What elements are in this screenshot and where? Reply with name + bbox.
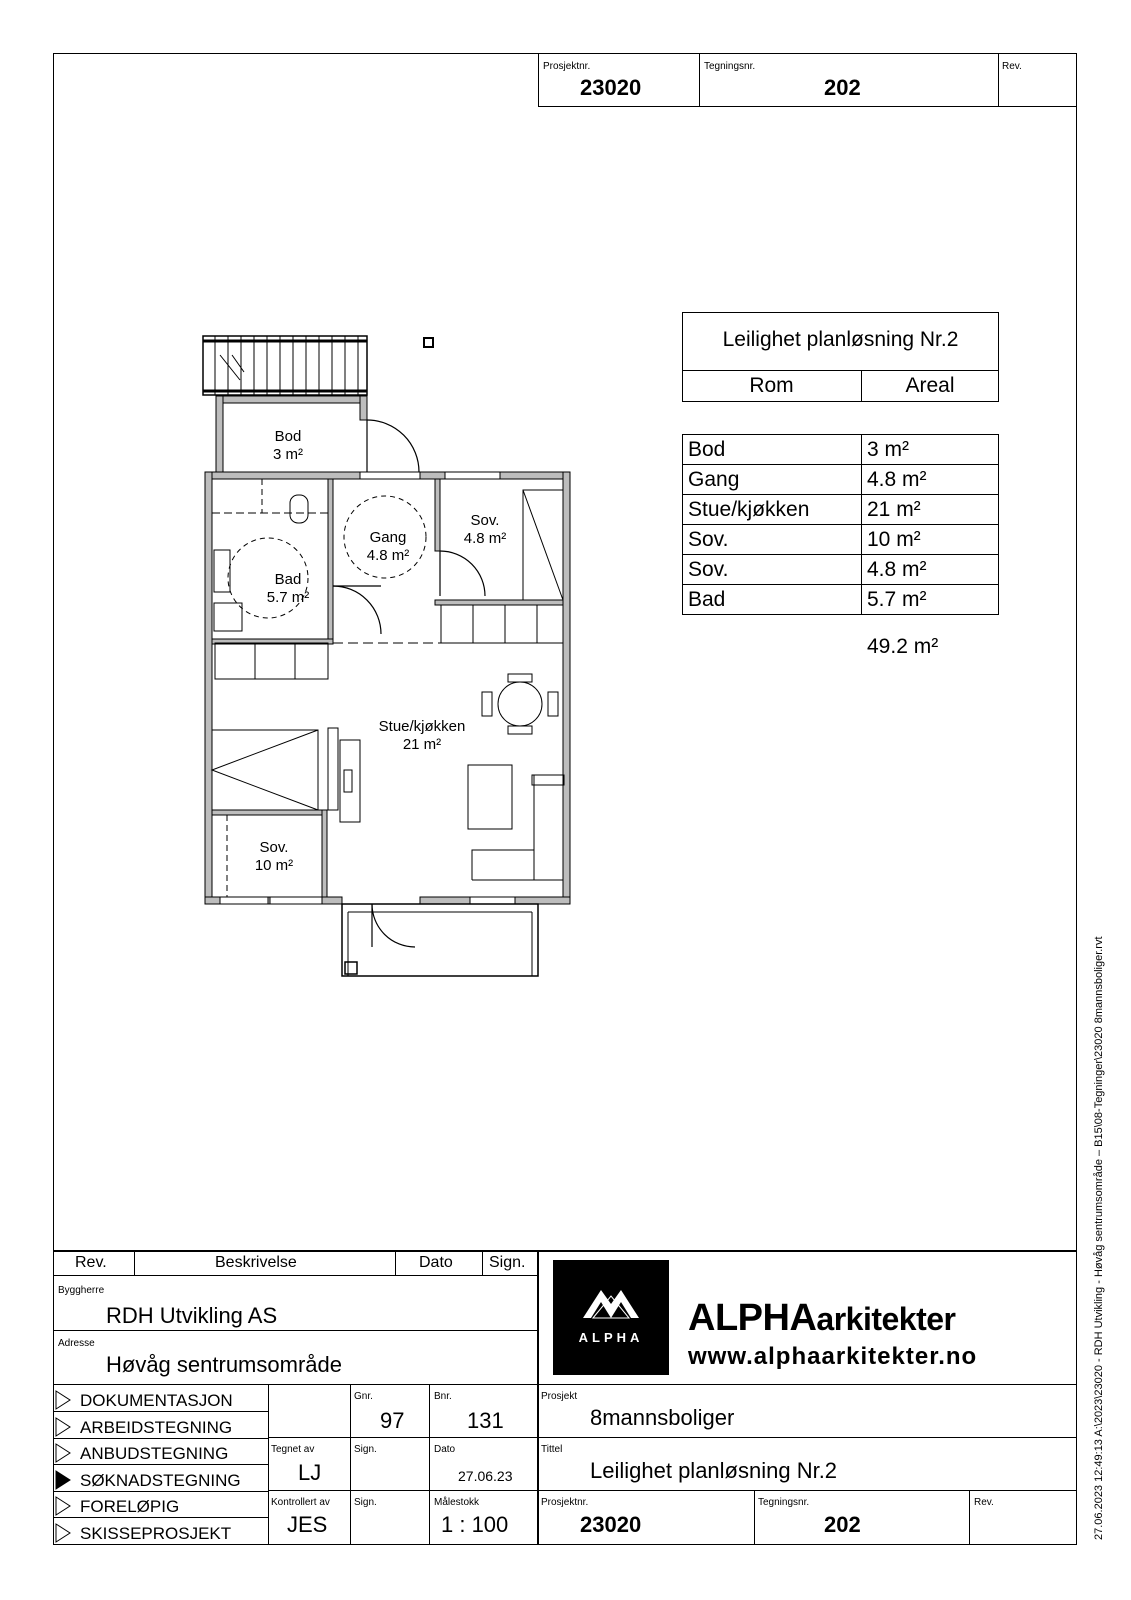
area-cell: 4.8 m²: [862, 465, 999, 495]
room-cell: Sov.: [683, 555, 862, 585]
row-line-1: [268, 1437, 1077, 1438]
adresse-line: [53, 1384, 1077, 1385]
status-label: DOKUMENTASJON: [80, 1391, 233, 1410]
firm-name-bold: ALPHA: [688, 1297, 817, 1339]
sign-col-label: Sign.: [489, 1254, 526, 1271]
area-cell: 10 m²: [862, 525, 999, 555]
header-divider-2: [998, 53, 999, 107]
firm-name-rest: arkitekter: [816, 1301, 956, 1337]
status-divider: [53, 1438, 268, 1439]
status-item: [55, 1414, 267, 1440]
status-label: ARBEIDSTEGNING: [80, 1417, 233, 1437]
firm-name: [688, 1297, 955, 1340]
prosjekt-value: 8mannsboliger: [590, 1405, 735, 1430]
active-marker-icon: [55, 1470, 73, 1490]
prosjekt-label: Prosjekt: [541, 1391, 578, 1402]
bnr-divider: [429, 1384, 430, 1544]
rev-col-label: Rev.: [75, 1254, 107, 1271]
alpha-logo: [553, 1260, 669, 1375]
row-line-2: [268, 1490, 1077, 1491]
status-label: ANBUDSTEGNING: [80, 1444, 229, 1463]
bnr-value: 131: [467, 1408, 504, 1433]
title-block-top-line: [53, 1250, 1077, 1252]
room-sov-small-area: 4.8 m²: [463, 530, 507, 547]
area-cell: 21 m²: [862, 495, 999, 525]
gnr-value: 97: [380, 1408, 405, 1433]
tittel-label: Tittel: [541, 1444, 563, 1455]
room-labels: [255, 428, 506, 874]
room-gang-name: Gang: [369, 529, 407, 546]
room-sov-large-name: Sov.: [259, 839, 289, 856]
doors: [333, 420, 485, 947]
bottom-rev-label: Rev.: [974, 1497, 994, 1508]
alpha-logo-text: ALPHA: [578, 1330, 644, 1345]
status-divider: [53, 1464, 268, 1465]
tittel-value: Leilighet planløsning Nr.2: [590, 1458, 838, 1483]
table-row: [683, 435, 999, 465]
status-item: [55, 1467, 267, 1493]
area-title: Leilighet planløsning Nr.2: [722, 328, 959, 351]
bottom-tegningsnr-label: Tegningsnr.: [758, 1497, 810, 1508]
area-total: 49.2 m²: [867, 635, 939, 658]
status-divider: [53, 1517, 268, 1518]
tegnet-av-label: Tegnet av: [271, 1444, 315, 1455]
dato2-value: 27.06.23: [458, 1468, 513, 1484]
room-sov-small-name: Sov.: [470, 512, 500, 529]
room-bad-area: 5.7 m²: [266, 589, 310, 606]
malestokk-label: Målestokk: [434, 1497, 480, 1508]
railing-north: [203, 336, 367, 395]
file-path-text: 27.06.2023 12:49:13 A:\2023\23020 - RDH Utvikling - Høvåg sentrumsområde – B15\08-Tegninger\23020 8mannsboliger.rvt: [1093, 936, 1105, 1540]
status-item: [55, 1440, 267, 1466]
table-row: [683, 555, 999, 585]
header-tegningsnr-label: Tegningsnr.: [704, 61, 756, 72]
room-gang-area: 4.8 m²: [366, 547, 410, 564]
header-divider-1: [699, 53, 700, 107]
rev-div-1: [134, 1250, 135, 1275]
status-item: [55, 1387, 267, 1413]
status-divider: [53, 1411, 268, 1412]
area-cell: 3 m²: [862, 435, 999, 465]
byggherre-value: RDH Utvikling AS: [106, 1303, 278, 1328]
byggherre-label: Byggherre: [58, 1285, 105, 1296]
firm-url: www.alphaarkitekter.no: [688, 1343, 978, 1370]
room-cell: Bod: [683, 435, 862, 465]
status-marker-icon: [55, 1443, 73, 1463]
rev-row-bottom: [53, 1275, 538, 1276]
sign3-label: Sign.: [354, 1497, 377, 1508]
rev-div-2: [395, 1250, 396, 1275]
header-prosjektnr: 23020: [580, 75, 642, 100]
status-marker-icon: [55, 1417, 73, 1437]
dato2-label: Dato: [434, 1444, 456, 1455]
room-cell: Gang: [683, 465, 862, 495]
kontrollert-av-value: JES: [287, 1512, 328, 1537]
alpha-logo-mark: [553, 1260, 669, 1375]
gnr-label: Gnr.: [354, 1391, 373, 1402]
room-stue-name: Stue/kjøkken: [378, 718, 466, 735]
area-table: [682, 434, 999, 615]
header-prosjektnr-label: Prosjektnr.: [543, 61, 591, 72]
sign2-label: Sign.: [354, 1444, 377, 1455]
bottom-div-2: [969, 1490, 970, 1544]
area-cell: 5.7 m²: [862, 585, 999, 615]
room-cell: Sov.: [683, 525, 862, 555]
status-label: FORELØPIG: [80, 1497, 180, 1516]
bottom-tegningsnr: 202: [824, 1512, 861, 1537]
bottom-div-1: [754, 1490, 755, 1544]
table-row: [683, 495, 999, 525]
col-area-header: Areal: [905, 374, 955, 397]
floor-plan: [195, 330, 580, 980]
malestokk-value: 1 : 100: [441, 1512, 509, 1537]
status-label: SKISSEPROSJEKT: [80, 1523, 232, 1543]
dato-col-label: Dato: [419, 1254, 453, 1271]
rev-div-3: [482, 1250, 483, 1275]
header-tegningsnr: 202: [824, 75, 861, 100]
status-marker-icon: [55, 1523, 73, 1543]
gnr-divider: [350, 1384, 351, 1544]
table-row: [683, 525, 999, 555]
header-rev-label: Rev.: [1002, 61, 1022, 72]
title-block-split: [537, 1250, 539, 1544]
status-item: [55, 1520, 267, 1546]
bnr-label: Bnr.: [434, 1391, 452, 1402]
room-bod-area: 3 m²: [273, 446, 303, 463]
room-sov-large-area: 10 m²: [254, 857, 294, 874]
status-marker-icon: [55, 1390, 73, 1410]
tegnet-av-value: LJ: [298, 1460, 322, 1485]
status-label: SØKNADSTEGNING: [80, 1470, 241, 1490]
area-cell: 4.8 m²: [862, 555, 999, 585]
post-marker: [424, 338, 433, 347]
beskrivelse-col-label: Beskrivelse: [215, 1254, 297, 1271]
room-cell: Stue/kjøkken: [683, 495, 862, 525]
table-row: [683, 585, 999, 615]
adresse-value: Høvåg sentrumsområde: [106, 1352, 342, 1377]
room-bad-name: Bad: [274, 571, 302, 588]
bottom-prosjektnr-label: Prosjektnr.: [541, 1497, 589, 1508]
table-row: [683, 465, 999, 495]
byggherre-line: [53, 1330, 538, 1331]
kontrollert-av-label: Kontrollert av: [271, 1497, 330, 1508]
status-col-divider: [268, 1384, 269, 1544]
col-room-header: Rom: [749, 374, 794, 397]
room-cell: Bad: [683, 585, 862, 615]
status-divider: [53, 1491, 268, 1492]
room-bod-name: Bod: [274, 428, 302, 445]
room-stue-area: 21 m²: [402, 736, 442, 753]
area-header-line: [682, 370, 999, 371]
status-item: [55, 1493, 267, 1519]
status-marker-icon: [55, 1496, 73, 1516]
bottom-prosjektnr: 23020: [580, 1512, 642, 1537]
adresse-label: Adresse: [58, 1338, 95, 1349]
